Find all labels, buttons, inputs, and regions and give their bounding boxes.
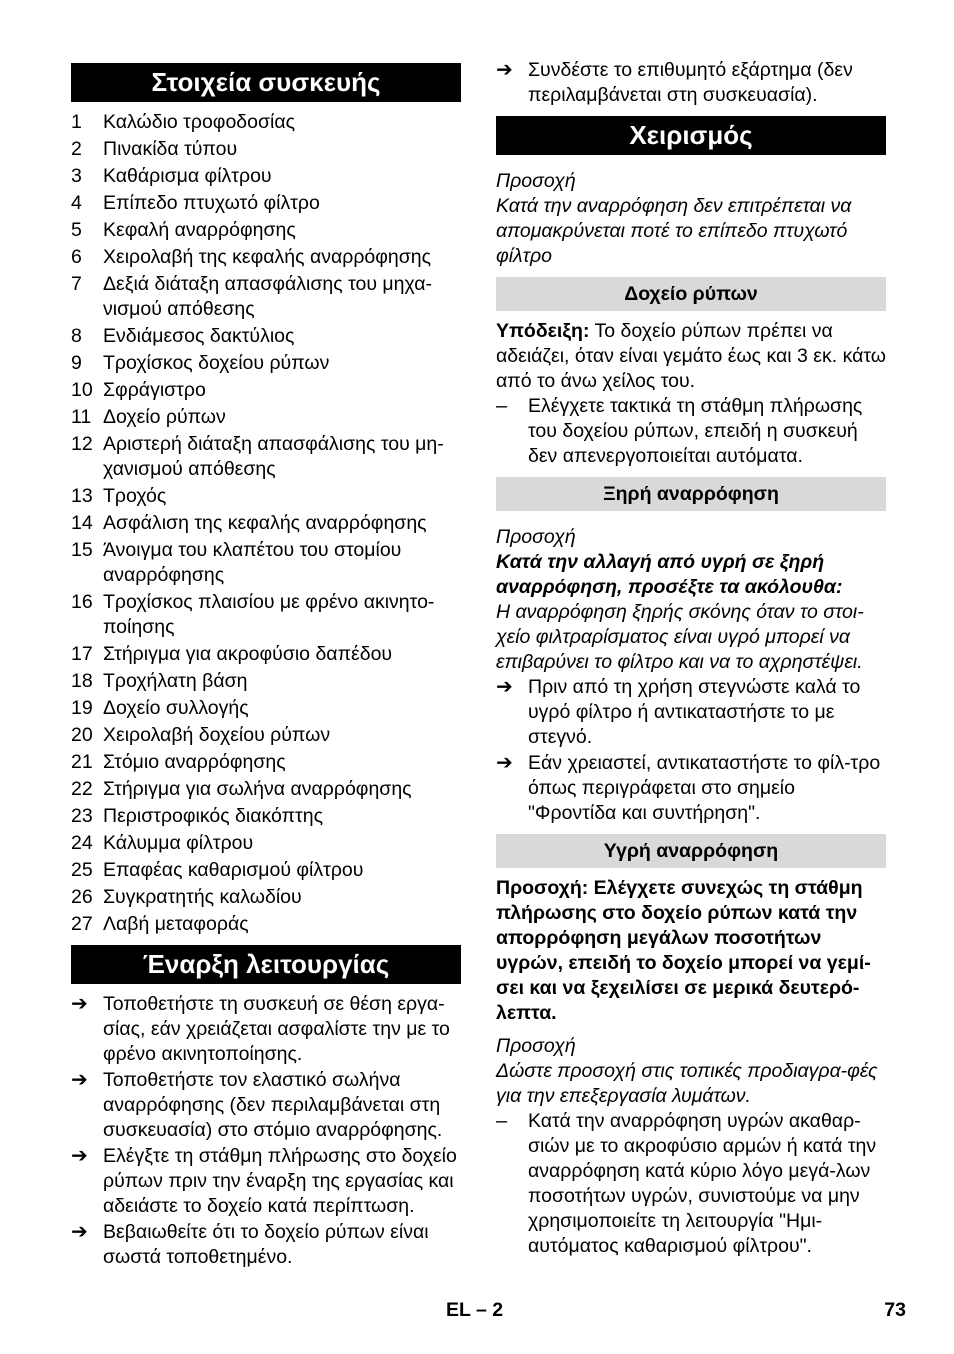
dry-steps	[496, 675, 886, 826]
right-column	[496, 58, 886, 1260]
list-item	[71, 405, 461, 430]
list-item	[71, 1068, 461, 1143]
dirt-container-heading: Δοχείο ρύπων	[496, 277, 886, 311]
startup-steps-continued	[496, 58, 886, 108]
item-label: Κάλυμμα φίλτρου	[103, 832, 254, 854]
step-text: Εάν χρειαστεί, αντικαταστήστε το φίλ-τρο όπως περιγράφεται στο σημείο "Φροντίδα και συντήρηση".	[528, 752, 881, 824]
item-label: Τροχήλατη βάση	[103, 670, 248, 692]
item-label: Ασφάλιση της κεφαλής αναρρόφησης	[103, 512, 427, 534]
item-label: Δοχείο συλλογής	[103, 697, 249, 719]
wet-dash-list	[496, 1109, 886, 1259]
item-label: Επαφέας καθαρισμού φίλτρου	[103, 859, 364, 881]
list-item	[71, 1220, 461, 1270]
list-item	[496, 675, 886, 750]
arrow-icon: ➔	[496, 59, 513, 81]
arrow-icon: ➔	[496, 676, 513, 698]
item-number: 11	[71, 406, 92, 428]
list-item	[71, 351, 461, 376]
list-item	[71, 912, 461, 937]
item-number: 5	[71, 219, 82, 241]
item-label: Συγκρατητής καλωδίου	[103, 886, 302, 908]
item-label: Χειρολαβή της κεφαλής αναρρόφησης	[103, 246, 432, 268]
list-item	[71, 750, 461, 775]
caution-label: Προσοχή	[496, 170, 576, 192]
arrow-icon: ➔	[71, 1145, 88, 1167]
list-item	[71, 831, 461, 856]
item-label: Αριστερή διάταξη απασφάλισης του μη-χανισμού απόθεσης	[103, 433, 444, 480]
list-item	[71, 696, 461, 721]
wet-caution-text: Δώστε προσοχή στις τοπικές προδιαγρα-φές για την επεξεργασία λυμάτων.	[496, 1060, 878, 1107]
dash-marker: –	[496, 395, 508, 417]
arrow-icon: ➔	[496, 752, 513, 774]
item-number: 6	[71, 246, 82, 268]
step-text: Τοποθετήστε τη συσκευή σε θέση εργα-σίας, εάν χρειάζεται ασφαλίστε την με το φρένο ακινητοποίησης.	[103, 993, 450, 1065]
dirt-note	[496, 319, 886, 394]
item-label: Λαβή μεταφοράς	[103, 913, 249, 935]
list-item	[71, 432, 461, 482]
list-item	[71, 191, 461, 216]
components-heading: Στοιχεία συσκευής	[71, 63, 461, 102]
item-label: Χειρολαβή δοχείου ρύπων	[103, 724, 331, 746]
item-label: Περιστροφικός διακόπτης	[103, 805, 323, 827]
list-item	[71, 1144, 461, 1219]
step-text: Πριν από τη χρήση στεγνώστε καλά το υγρό φίλτρο ή αντικαταστήστε το με στεγνό.	[528, 676, 861, 748]
item-label: Δοχείο ρύπων	[103, 406, 226, 428]
item-label: Στήριγμα για σωλήνα αναρρόφησης	[103, 778, 412, 800]
item-number: 19	[71, 697, 93, 719]
item-number: 21	[71, 751, 93, 773]
item-number: 13	[71, 485, 93, 507]
item-number: 17	[71, 643, 93, 665]
item-label: Στήριγμα για ακροφύσιο δαπέδου	[103, 643, 393, 665]
item-number: 2	[71, 138, 82, 160]
note-text: Το δοχείο ρύπων πρέπει να αδειάζει, όταν είναι γεμάτο έως και 3 εκ. κάτω από το άνω χείλος του.	[496, 320, 887, 392]
dry-caution-text: Η αναρρόφηση ξηρής σκόνης όταν το στοι-χείο φιλτραρίσματος είναι υγρό μπορεί να επιβαρύνει το φίλτρο και να το αχρηστέψει.	[496, 601, 864, 673]
item-number: 24	[71, 832, 93, 854]
step-text: Βεβαιωθείτε ότι το δοχείο ρύπων είναι σωστά τοποθετημένο.	[103, 1221, 429, 1268]
startup-steps	[71, 992, 461, 1270]
dry-vacuum-heading: Ξηρή αναρρόφηση	[496, 477, 886, 511]
item-number: 3	[71, 165, 82, 187]
arrow-icon: ➔	[71, 1221, 88, 1243]
item-label: Τροχός	[103, 485, 167, 507]
list-item	[71, 110, 461, 135]
startup-heading: Έναρξη λειτουργίας	[71, 945, 461, 984]
item-label: Πινακίδα τύπου	[103, 138, 238, 160]
list-item	[71, 669, 461, 694]
item-label: Ενδιάμεσος δακτύλιος	[103, 325, 295, 347]
item-number: 14	[71, 512, 93, 534]
caution-label: Προσοχή	[496, 526, 576, 548]
item-number: 9	[71, 352, 82, 374]
item-number: 7	[71, 273, 82, 295]
item-label: Επίπεδο πτυχωτό φίλτρο	[103, 192, 320, 214]
list-item	[71, 272, 461, 322]
item-number: 8	[71, 325, 82, 347]
step-text: Ελέγξτε τη στάθμη πλήρωσης στο δοχείο ρύπων πριν την έναρξη της εργασίας και αδειάστε το δοχείο κατά περίπτωση.	[103, 1145, 457, 1217]
step-text: Τοποθετήστε τον ελαστικό σωλήνα αναρρόφησης (δεν περιλαμβάνεται στη συσκευασία) στο στόμιο αναρρόφησης.	[103, 1069, 443, 1141]
note-label: Υπόδειξη:	[496, 320, 590, 342]
arrow-icon: ➔	[71, 993, 88, 1015]
item-number: 1	[71, 111, 82, 133]
list-item	[71, 538, 461, 588]
item-number: 16	[71, 591, 93, 613]
item-number: 20	[71, 724, 93, 746]
components-list	[71, 110, 461, 937]
dash-marker: –	[496, 1110, 508, 1132]
item-number: 26	[71, 886, 93, 908]
item-number: 4	[71, 192, 82, 214]
item-number: 10	[71, 379, 93, 401]
list-item	[71, 378, 461, 403]
dry-caution-bold: Κατά την αλλαγή από υγρή σε ξηρή αναρρόφηση, προσέξτε τα ακόλουθα:	[496, 551, 843, 598]
wet-warning: Προσοχή: Ελέγχετε συνεχώς τη στάθμη πλήρωσης στο δοχείο ρύπων κατά την απορρόφηση μεγάλων ποσοτήτων υγρών, επειδή το δοχείο μπορεί να γεμί-σει και να ξεχειλίσει σε μερικά δευτερό-λεπτα.	[496, 877, 871, 1024]
list-item	[71, 885, 461, 910]
item-number: 15	[71, 539, 93, 561]
list-item	[71, 992, 461, 1067]
list-item	[71, 858, 461, 883]
item-label: Δεξιά διάταξη απασφάλισης του μηχα-νισμού απόθεσης	[103, 273, 432, 320]
item-label: Καθάρισμα φίλτρου	[103, 165, 272, 187]
list-item	[71, 245, 461, 270]
operation-caution-text: Κατά την αναρρόφηση δεν επιτρέπεται να απομακρύνεται ποτέ το επίπεδο πτυχωτό φίλτρο	[496, 195, 852, 267]
operation-heading: Χειρισμός	[496, 116, 886, 155]
item-number: 12	[71, 433, 93, 455]
item-label: Σφράγιστρο	[103, 379, 206, 401]
list-item	[71, 804, 461, 829]
item-label: Κεφαλή αναρρόφησης	[103, 219, 296, 241]
item-number: 22	[71, 778, 93, 800]
caution-label: Προσοχή	[496, 1035, 576, 1057]
footer-language-page: EL – 2	[446, 1299, 504, 1321]
list-item	[496, 751, 886, 826]
page-number: 73	[884, 1299, 906, 1321]
list-item	[71, 723, 461, 748]
item-number: 27	[71, 913, 93, 935]
list-item: – Κατά την αναρρόφηση υγρών ακαθαρ-σιών με το ακροφύσιο αρμών ή κατά την αναρρόφηση κατά κύριο λόγο μεγά-λων ποσοτήτων υγρών, συνιστούμε να μην χρησιμοποιείτε τη λειτουργία "Ημι-αυτόματος καθαρισμού φίλτρου".	[496, 1110, 877, 1257]
list-item	[71, 777, 461, 802]
item-number: 18	[71, 670, 93, 692]
item-label: Στόμιο αναρρόφησης	[103, 751, 286, 773]
dirt-dash-list	[496, 394, 886, 469]
list-item: ➔ Συνδέστε το επιθυμητό εξάρτημα (δεν περιλαμβάνεται στη συσκευασία).	[496, 59, 853, 106]
list-item	[71, 484, 461, 509]
list-item: – Ελέγχετε τακτικά τη στάθμη πλήρωσης του δοχείου ρύπων, επειδή η συσκευή δεν απενεργοποιείται αυτόματα.	[496, 395, 863, 467]
list-item	[71, 642, 461, 667]
item-label: Καλώδιο τροφοδοσίας	[103, 111, 296, 133]
list-item	[71, 511, 461, 536]
list-item	[71, 218, 461, 243]
list-item	[71, 590, 461, 640]
left-column	[71, 63, 461, 1271]
wet-vacuum-heading: Υγρή αναρρόφηση	[496, 834, 886, 868]
item-label: Άνοιγμα του κλαπέτου του στομίου αναρρόφησης	[103, 539, 402, 586]
list-item	[71, 137, 461, 162]
item-number: 25	[71, 859, 93, 881]
list-item	[71, 164, 461, 189]
item-label: Τροχίσκος δοχείου ρύπων	[103, 352, 330, 374]
item-label: Τροχίσκος πλαισίου με φρένο ακινητο-ποίησης	[103, 591, 435, 638]
item-number: 23	[71, 805, 93, 827]
arrow-icon: ➔	[71, 1069, 88, 1091]
list-item	[71, 324, 461, 349]
